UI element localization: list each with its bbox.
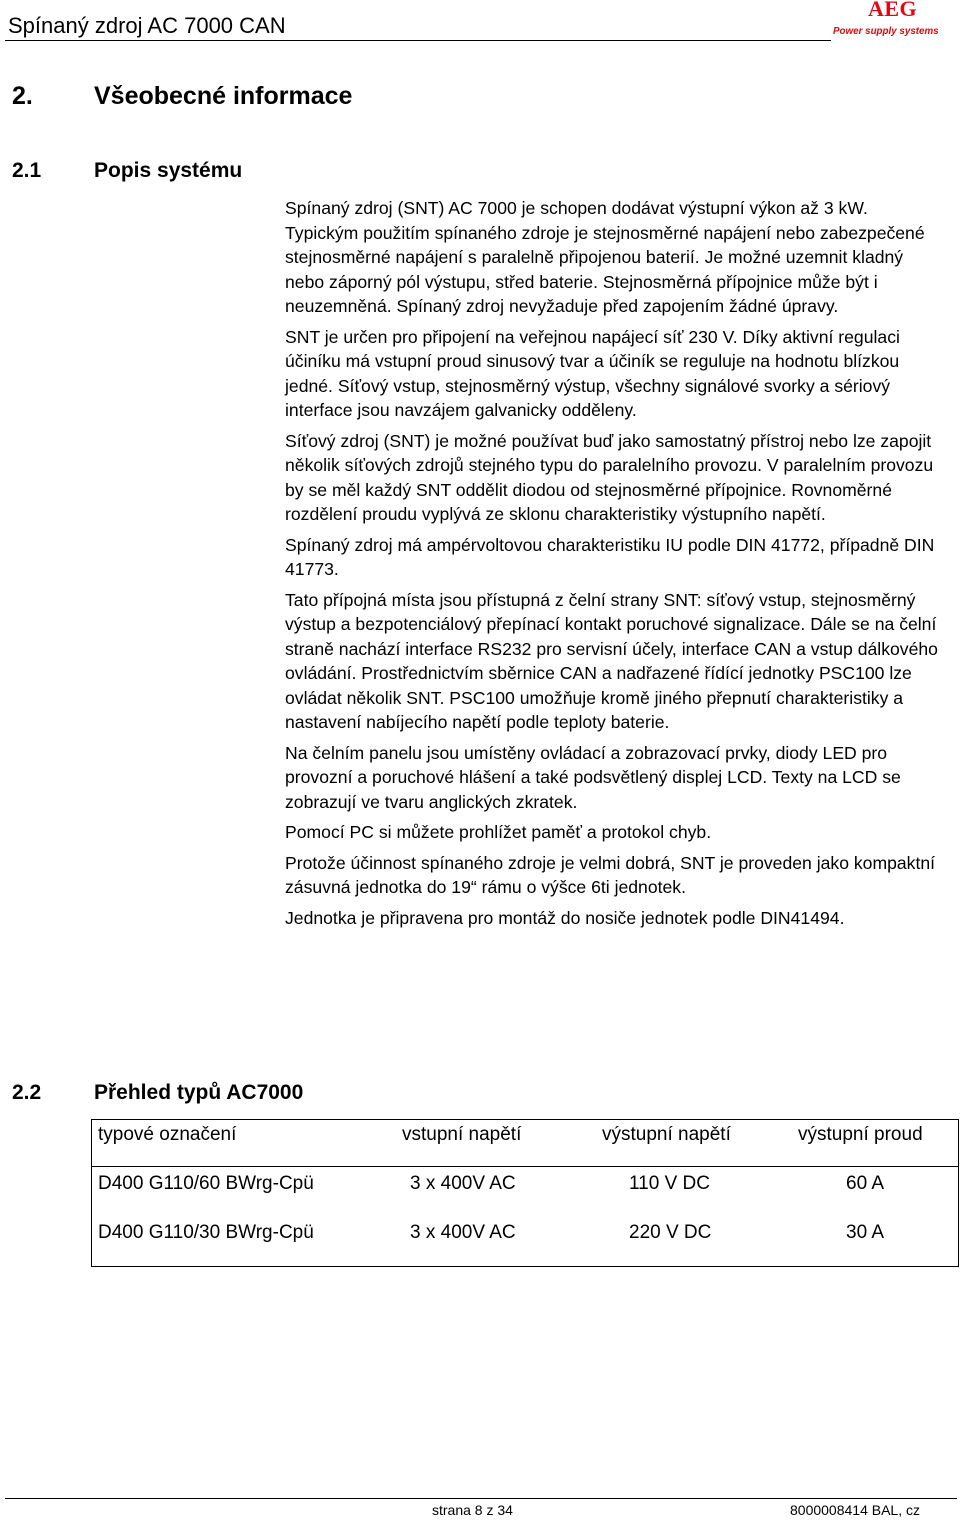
paragraph: Spínaný zdroj (SNT) AC 7000 je schopen dodávat výstupní výkon až 3 kW. Typickým použitím spínaného zdroje je stejnosměrné napájení nebo zabezpečené stejnosměrné napájení s paralelně připojenou baterií. Je možné uzemnit kladný nebo záporný pól výstupu, střed baterie. Stejnosměrná přípojnice může být i neuzemněná. Spínaný zdroj nevyžaduje před zapojením žádné úpravy. xyxy=(285,198,925,316)
section-title: Přehled typů AC7000 xyxy=(94,1081,304,1104)
type-cell: D400 G110/30 BWrg-Cpü xyxy=(98,1222,314,1243)
system-description xyxy=(285,196,945,936)
section-heading-2 xyxy=(12,80,612,112)
table-header-row xyxy=(92,1120,958,1167)
section-title: Popis systému xyxy=(94,159,243,182)
type-cell: D400 G110/60 BWrg-Cpü xyxy=(98,1173,314,1194)
section-number: 2. xyxy=(12,82,33,110)
paragraph: Pomocí PC si můžete prohlížet paměť a protokol chyb. xyxy=(285,822,712,842)
header-cell: vstupní napětí xyxy=(402,1124,522,1145)
output-voltage-cell: 110 V DC xyxy=(629,1173,710,1194)
header-cell: typové označení xyxy=(98,1124,237,1145)
output-voltage-cell: 220 V DC xyxy=(629,1222,712,1243)
paragraph: Protože účinnost spínaného zdroje je velmi dobrá, SNT je proveden jako kompaktní zásuvná jednotka do 19“ rámu o výšce 6ti jednotek. xyxy=(285,852,936,897)
input-voltage-cell: 3 x 400V AC xyxy=(410,1222,516,1243)
brand-logo: AEG xyxy=(868,0,918,21)
paragraph: Síťový zdroj (SNT) je možné používat buď jako samostatný přístroj nebo lze zapojit několik síťových zdrojů stejného typu do paralelního provozu. V paralelním provozu by se měl každý SNT oddělit diodou od stejnosměrné přípojnice. Rovnoměrné rozdělení proudu vyplývá ze sklonu charakteristiky výstupního napětí. xyxy=(285,430,934,524)
page-number: strana 8 z 34 xyxy=(432,1502,513,1518)
document-id: 8000008414 BAL, cz xyxy=(790,1502,920,1518)
brand-tagline: Power supply systems xyxy=(833,26,939,37)
footer-rule xyxy=(5,1498,957,1499)
output-current-cell: 60 A xyxy=(846,1173,885,1194)
running-header-title: Spínaný zdroj AC 7000 CAN xyxy=(8,13,286,38)
table-row xyxy=(92,1216,958,1262)
paragraph: Jednotka je připravena pro montáž do nosiče jednotek podle DIN41494. xyxy=(285,907,845,928)
section-number: 2.1 xyxy=(12,159,42,182)
paragraph: Spínaný zdroj má ampérvoltovou charakteristiku IU podle DIN 41772, případně DIN 41773. xyxy=(285,534,935,579)
header-cell: výstupní napětí xyxy=(602,1124,731,1145)
section-number: 2.2 xyxy=(12,1081,42,1104)
paragraph: SNT je určen pro připojení na veřejnou napájecí síť 230 V. Díky aktivní regulaci účiníku má vstupní proud sinusový tvar a účiník se reguluje na hodnotu blízkou jedné. Síťový vstup, stejnosměrný výstup, všechny signálové svorky a sériový interface jsou navzájem galvanicky odděleny. xyxy=(285,326,900,420)
output-current-cell: 30 A xyxy=(846,1222,885,1243)
input-voltage-cell: 3 x 400V AC xyxy=(410,1173,516,1194)
types-table xyxy=(91,1119,959,1267)
header-cell: výstupní proud xyxy=(798,1124,923,1145)
section-heading-2-2 xyxy=(12,1079,412,1107)
header-rule xyxy=(5,40,831,41)
section-heading-2-1 xyxy=(12,157,412,185)
table-row xyxy=(92,1167,958,1213)
section-title: Všeobecné informace xyxy=(94,82,353,110)
paragraph: Na čelním panelu jsou umístěny ovládací a zobrazovací prvky, diody LED pro provozní a poruchové hlášení a také podsvětlený displej LCD. Texty na LCD se zobrazují ve tvaru anglických zkratek. xyxy=(285,742,901,812)
paragraph: Tato přípojná místa jsou přístupná z čelní strany SNT: síťový vstup, stejnosměrný výstup a bezpotenciálový přepínací kontakt poruchové signalizace. Dále se na čelní straně nachází interface RS232 pro servisní účely, interface CAN a vstup dálkového ovládání. Prostřednictvím sběrnice CAN a nadřazené řídící jednotky PSC100 lze ovládat několik SNT. PSC100 umožňuje kromě jiného přepnutí charakteristiky a nastavení nabíjecího napětí podle teploty baterie. xyxy=(285,589,938,732)
